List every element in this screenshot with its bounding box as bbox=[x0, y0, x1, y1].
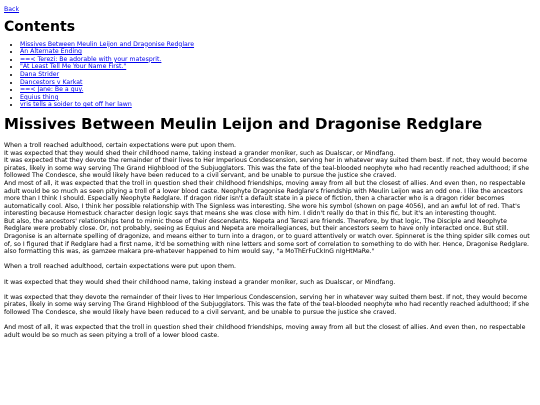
paragraph: And most of all, it was expected that the troll in question shed their childhood friendships, moving away from all but the closest of allies. And even then, no respectable adult would be so much as seen pitying a troll of a lower blood caste. bbox=[4, 324, 526, 339]
toc-link-6[interactable]: Dancestors v Karkat bbox=[20, 78, 83, 86]
toc-link-4[interactable]: "At Least Tell Me Your Name First." bbox=[20, 63, 127, 71]
paragraph: And most of all, it was expected that the troll in question shed their childhood friendships, moving away from all but the closest of allies. And even then, no respectable adult would be so much as seen pitying a troll of a lower blood caste. Neophyte Dragonise Redglare's friendship with Meulin Leijon was an odd one. I like the ancestors more than I think I should. Especially Neophyte Redglare. If dragon rider isn't a default state in a piece of fiction, then a character who is a dragon rider becomes automatically cool. Also, I think her possible relationship with The Signless was interesting. She wore his symbol (shown on page 4056), and an awful lot of red. That's interesting because Homestuck character design logic says that means she was close with him. I didn't really do that in this fic, but it's an interesting thought. bbox=[4, 179, 526, 218]
paragraph: It was expected that they would shed their childhood name, taking instead a grander moniker, such as Dualscar, or Mindfang. bbox=[4, 149, 396, 157]
toc-item bbox=[20, 48, 536, 56]
toc-link-3[interactable]: ==< Terezi: Be adorable with your matesprit. bbox=[20, 55, 162, 63]
toc-item bbox=[20, 41, 536, 49]
toc-link-7[interactable]: ==< Jane: Be a guy. bbox=[20, 86, 84, 94]
back-link[interactable]: Back bbox=[4, 6, 20, 13]
toc-item bbox=[20, 71, 536, 79]
paragraph: When a troll reached adulthood, certain expectations were put upon them. bbox=[4, 141, 236, 149]
toc-item bbox=[20, 63, 536, 71]
paragraph: It was expected that they would shed their childhood name, taking instead a grander moniker, such as Dualscar, or Mindfang. bbox=[4, 278, 396, 286]
paragraph: It was expected that they devote the remainder of their lives to Her Imperious Condescension, serving her in whatever way suited them best. If not, they would become pirates, likely in some way serving The Grand Highblood of the Subjugglators. This was the fate of the teal-blooded neophyte who had recently reached adulthood; if she followed The Condesce, she would likely have been reduced to a civil servant, and be unable to pursue the justice she craved. bbox=[4, 293, 530, 316]
chapter-notes-block bbox=[4, 142, 536, 256]
paragraph: But also, the ancestors' relationships tend to mimic those of their descendants. Nepeta and Terezi are friends. Therefore, by that logic, The Disciple and Neophyte Redglare were probably close. Or, not probably, seeing as Equius and Nepeta are moirallegiances, but their ancestors seem to have only interacted once. But still. Dragonise is an alternate spelling of dragonize, and means either to turn into a dragon, or to guard attentively or watch over. Spinneret is the thing spider silk comes out of, so I figured that if Redglare had a first name, it'd be something with nine letters and some sort of correlation to something to do with her. Hence, Dragonise Redglare. also formatting this was, as gamzee makara pre-whatever happened to him would say, "a MoThErFuCkInG nIgHtMaRe." bbox=[4, 217, 530, 256]
toc-item bbox=[20, 94, 536, 102]
toc-item bbox=[20, 86, 536, 94]
contents-heading: Contents bbox=[4, 18, 76, 35]
chapter-body bbox=[4, 263, 536, 339]
chapter-title: Missives Between Meulin Leijon and Dragonise Redglare bbox=[4, 114, 483, 133]
contents-list bbox=[4, 41, 536, 109]
toc-link-9[interactable]: vris tells a soider to get off her lawn bbox=[20, 101, 132, 109]
toc-link-1[interactable]: Missives Between Meulin Leijon and Dragonise Redglare bbox=[20, 40, 195, 48]
toc-link-8[interactable]: Equius thing bbox=[20, 93, 59, 101]
toc-link-2[interactable]: An Alternate Ending bbox=[20, 48, 82, 56]
toc-item bbox=[20, 56, 536, 64]
toc-item bbox=[20, 79, 536, 87]
toc-item bbox=[20, 101, 536, 109]
paragraph: It was expected that they devote the remainder of their lives to Her Imperious Condescension, serving her in whatever way suited them best. If not, they would become pirates, likely in some way serving The Grand Highblood of the Subjugglators. This was the fate of the teal-blooded neophyte who had recently reached adulthood; if she followed The Condesce, she would likely have been reduced to a civil servant, and be unable to pursue the justice she craved. bbox=[4, 157, 530, 180]
paragraph: When a troll reached adulthood, certain expectations were put upon them. bbox=[4, 263, 236, 271]
toc-link-5[interactable]: Dana Strider bbox=[20, 70, 60, 78]
